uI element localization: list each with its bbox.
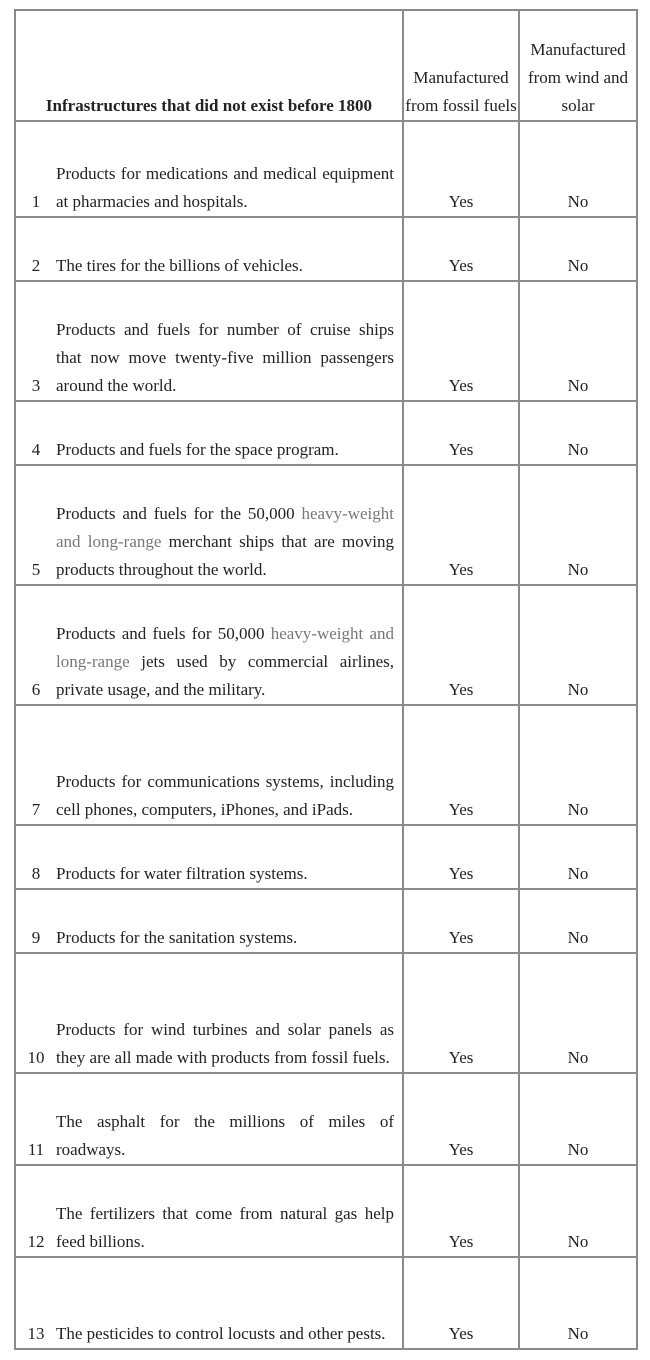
description-text: The tires for the billions of vehicles. (56, 256, 303, 275)
wind-solar-value: No (519, 217, 637, 281)
wind-solar-value: No (519, 1257, 637, 1349)
wind-solar-value: No (519, 281, 637, 401)
description-text: Products for communications systems, including cell phones, computers, iPhones, and iPads. (56, 772, 394, 819)
infrastructure-table (14, 9, 638, 1350)
table-row (15, 401, 637, 465)
wind-solar-value: No (519, 1073, 637, 1165)
description-text: The pesticides to control locusts and other pests. (56, 1324, 386, 1343)
row-description (56, 1016, 402, 1072)
header-fossil-fuels: Manufactured from fossil fuels (403, 10, 519, 121)
table-row (15, 1257, 637, 1349)
row-number: 12 (27, 1232, 45, 1251)
row-description (56, 620, 402, 704)
description-highlight: heavy-weight and long-range (56, 624, 394, 671)
infrastructure-cell (15, 1165, 403, 1257)
row-description (56, 1200, 402, 1256)
row-description (56, 500, 402, 584)
infrastructure-cell (15, 825, 403, 889)
row-description (56, 860, 402, 888)
row-description (56, 1320, 402, 1348)
table-row (15, 217, 637, 281)
infrastructure-cell (15, 889, 403, 953)
fossil-value: Yes (403, 281, 519, 401)
table-row (15, 121, 637, 217)
infrastructure-cell (15, 1073, 403, 1165)
header-wind-solar: Manufactured from wind and solar (519, 10, 637, 121)
description-text: Products and fuels for the 50,000 (56, 504, 302, 523)
infrastructure-cell (15, 1257, 403, 1349)
row-number: 6 (31, 680, 41, 699)
description-text: Products and fuels for number of cruise ships that now move twenty-five million passengers around the world. (56, 320, 394, 395)
wind-solar-value: No (519, 705, 637, 825)
table-row (15, 705, 637, 825)
row-description (56, 252, 402, 280)
row-description (56, 316, 402, 400)
fossil-value: Yes (403, 1073, 519, 1165)
row-description (56, 1108, 402, 1164)
fossil-value: Yes (403, 825, 519, 889)
infrastructure-cell (15, 121, 403, 217)
infrastructure-cell (15, 281, 403, 401)
table-row (15, 1165, 637, 1257)
table-row (15, 953, 637, 1073)
fossil-value: Yes (403, 401, 519, 465)
row-number: 10 (27, 1048, 45, 1067)
description-text: Products for water filtration systems. (56, 864, 308, 883)
wind-solar-value: No (519, 401, 637, 465)
row-number: 11 (27, 1140, 45, 1159)
row-description (56, 436, 402, 464)
row-number: 5 (31, 560, 41, 579)
infrastructure-cell (15, 705, 403, 825)
row-description (56, 924, 402, 952)
fossil-value: Yes (403, 121, 519, 217)
table-row (15, 281, 637, 401)
description-text: Products for medications and medical equipment at pharmacies and hospitals. (56, 164, 394, 211)
fossil-value: Yes (403, 889, 519, 953)
description-text-tail: jets used by commercial airlines, private usage, and the military. (56, 652, 394, 699)
infrastructure-cell (15, 401, 403, 465)
row-number: 3 (31, 376, 41, 395)
fossil-value: Yes (403, 1165, 519, 1257)
description-highlight: heavy-weight and long-range (56, 504, 394, 551)
table-row (15, 1073, 637, 1165)
row-number: 7 (31, 800, 41, 819)
row-number: 4 (31, 440, 41, 459)
wind-solar-value: No (519, 1165, 637, 1257)
fossil-value: Yes (403, 217, 519, 281)
fossil-value: Yes (403, 1257, 519, 1349)
fossil-value: Yes (403, 585, 519, 705)
header-infrastructures: Infrastructures that did not exist before 1800 (15, 10, 403, 121)
description-text: Products for wind turbines and solar panels as they are all made with products from fossil fuels. (56, 1020, 394, 1067)
table-row (15, 465, 637, 585)
row-number: 8 (31, 864, 41, 883)
table-row (15, 889, 637, 953)
infrastructure-cell (15, 953, 403, 1073)
fossil-value: Yes (403, 465, 519, 585)
infrastructure-cell (15, 217, 403, 281)
wind-solar-value: No (519, 889, 637, 953)
row-number: 2 (31, 256, 41, 275)
description-text-tail: merchant ships that are moving products throughout the world. (56, 532, 394, 579)
description-text: The asphalt for the millions of miles of roadways. (56, 1112, 394, 1159)
description-text: Products and fuels for the space program. (56, 440, 339, 459)
wind-solar-value: No (519, 585, 637, 705)
row-description (56, 160, 402, 216)
description-text: Products for the sanitation systems. (56, 928, 298, 947)
infrastructure-cell (15, 465, 403, 585)
wind-solar-value: No (519, 121, 637, 217)
table-row (15, 585, 637, 705)
row-number: 1 (31, 192, 41, 211)
row-number: 9 (31, 928, 41, 947)
wind-solar-value: No (519, 825, 637, 889)
wind-solar-value: No (519, 953, 637, 1073)
description-text: The fertilizers that come from natural gas help feed billions. (56, 1204, 394, 1251)
row-number: 13 (27, 1324, 45, 1343)
infrastructure-cell (15, 585, 403, 705)
wind-solar-value: No (519, 465, 637, 585)
fossil-value: Yes (403, 953, 519, 1073)
header-row (15, 10, 637, 121)
description-text: Products and fuels for 50,000 (56, 624, 271, 643)
fossil-value: Yes (403, 705, 519, 825)
table-row (15, 825, 637, 889)
row-description (56, 768, 402, 824)
